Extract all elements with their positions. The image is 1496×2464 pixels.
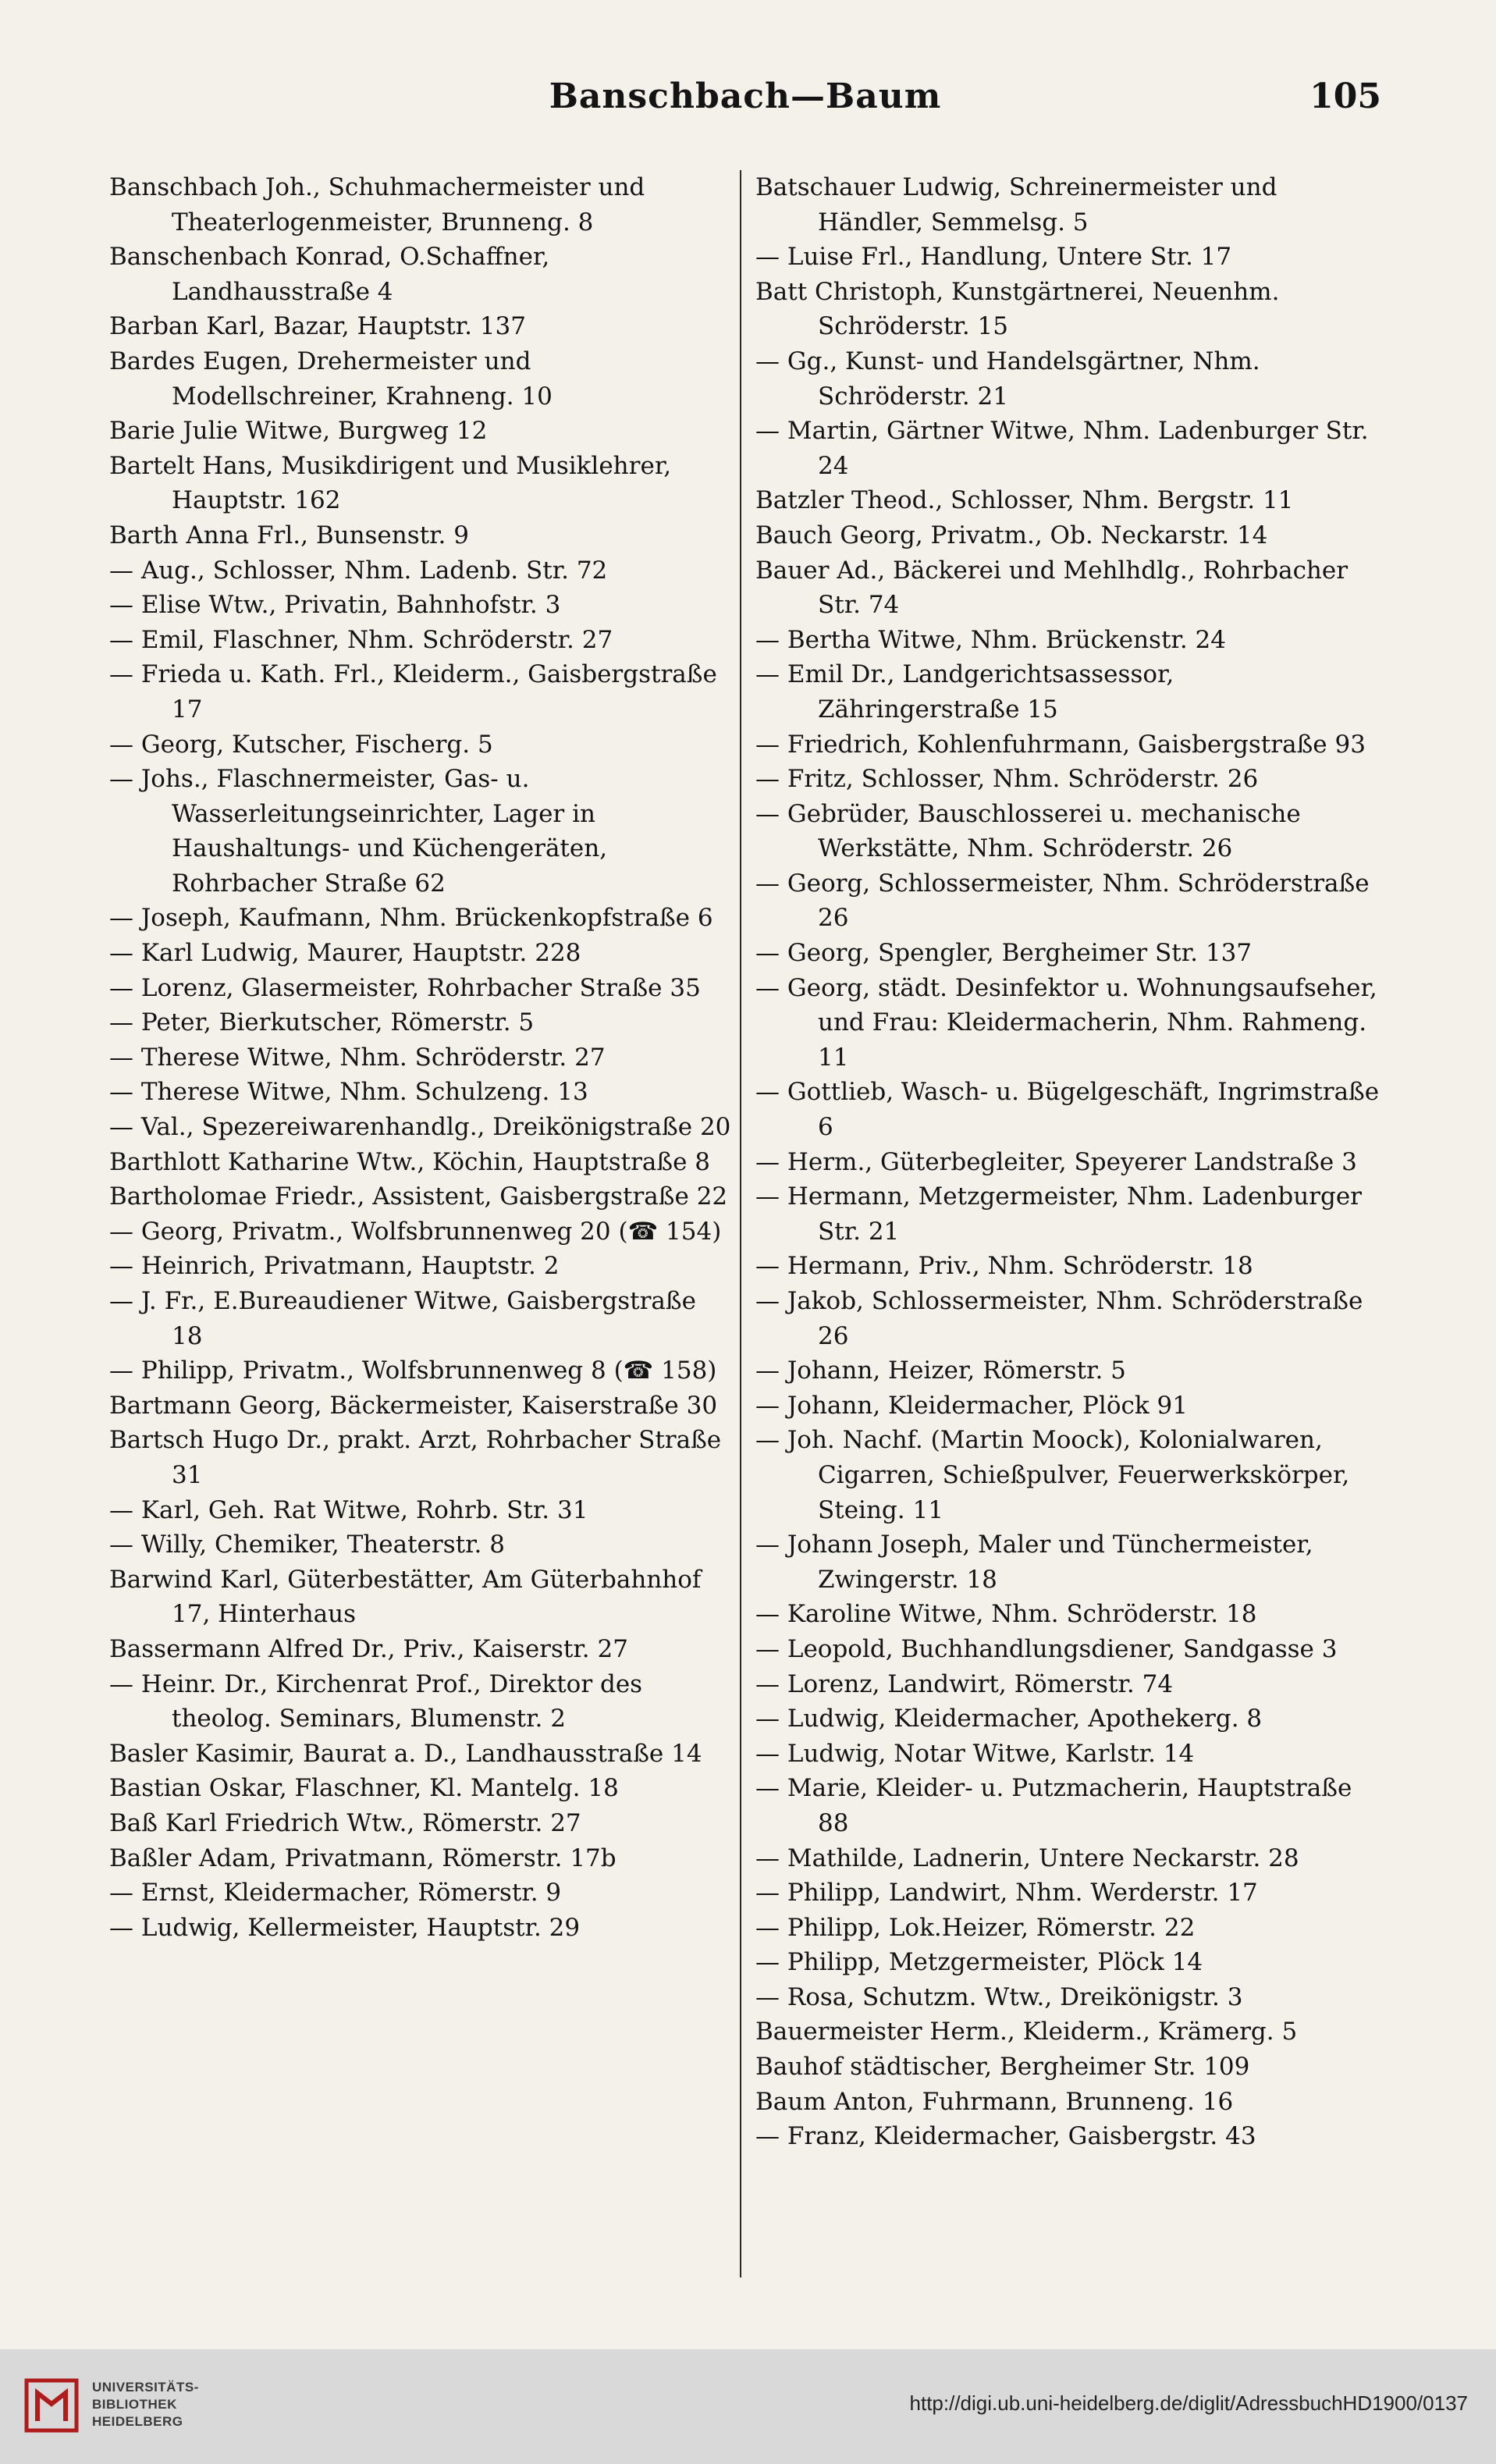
directory-entry: Batschauer Ludwig, Schreinermeister und Händler, Semmelsg. 5	[755, 173, 1277, 236]
directory-entry: Barth Anna Frl., Bunsenstr. 9	[109, 521, 469, 549]
directory-entry: Batt Christoph, Kunstgärtnerei, Neuenhm. Schröderstr. 15	[755, 277, 1280, 341]
directory-entry: — Heinr. Dr., Kirchenrat Prof., Direktor des theolog. Seminars, Blumenstr. 2	[109, 1669, 643, 1733]
directory-entry: — Philipp, Landwirt, Nhm. Werderstr. 17	[755, 1879, 1258, 1908]
directory-entry: — Philipp, Lok.Heizer, Römerstr. 22	[755, 1913, 1196, 1942]
directory-entry: — Joh. Nachf. (Martin Moock), Kolonialwaren, Cigarren, Schießpulver, Feuerwerkskörper, Steing. 11	[755, 1426, 1350, 1524]
directory-entry: — Georg, Spengler, Bergheimer Str. 137	[755, 939, 1253, 968]
directory-entry: — Hermann, Priv., Nhm. Schröderstr. 18	[755, 1252, 1253, 1281]
directory-entry: — Johs., Flaschnermeister, Gas- u. Wasserleitungseinrichter, Lager in Haushaltungs- und Küchengeräten, Rohrbacher Straße 62	[109, 765, 608, 898]
directory-entry: — Emil, Flaschner, Nhm. Schröderstr. 27	[109, 625, 613, 654]
directory-entry: — Georg, Kutscher, Fischerg. 5	[109, 730, 493, 759]
library-name-line: BIBLIOTHEK	[92, 2397, 177, 2412]
directory-entry: Barie Julie Witwe, Burgweg 12	[109, 417, 488, 446]
directory-entry: — Johann, Heizer, Römerstr. 5	[755, 1356, 1126, 1385]
right-column	[755, 170, 1380, 2154]
footer-bar	[0, 2349, 1496, 2464]
directory-entry: — Gottlieb, Wasch- u. Bügelgeschäft, Ingrimstraße 6	[755, 1078, 1380, 1142]
directory-entry: — Emil Dr., Landgerichtsassessor, Zähringerstraße 15	[755, 660, 1174, 724]
directory-entry: Bauhof städtischer, Bergheimer Str. 109	[755, 2053, 1250, 2082]
directory-entry: — Philipp, Privatm., Wolfsbrunnenweg 8 (☎ 158)	[109, 1356, 717, 1385]
directory-entry: — Therese Witwe, Nhm. Schulzeng. 13	[109, 1078, 588, 1107]
directory-entry: — Fritz, Schlosser, Nhm. Schröderstr. 26	[755, 765, 1259, 794]
directory-entry: — Georg, städt. Desinfektor u. Wohnungsaufseher, und Frau: Kleidermacherin, Nhm. Rahmeng. 11	[755, 973, 1377, 1072]
directory-entry: Bauer Ad., Bäckerei und Mehlhdlg., Rohrbacher Str. 74	[755, 556, 1349, 620]
directory-entry: Barban Karl, Bazar, Hauptstr. 137	[109, 312, 526, 341]
running-head: Banschbach—Baum	[549, 76, 942, 116]
directory-entry: — Aug., Schlosser, Nhm. Ladenb. Str. 72	[109, 556, 608, 585]
page-header	[109, 76, 1381, 131]
left-column	[109, 170, 734, 1945]
directory-entry: Bardes Eugen, Drehermeister und Modellschreiner, Krahneng. 10	[109, 347, 553, 411]
directory-entry: — Martin, Gärtner Witwe, Nhm. Ladenburger Str. 24	[755, 417, 1369, 480]
directory-entry: Banschbach Joh., Schuhmachermeister und Theaterlogenmeister, Brunneng. 8	[109, 173, 645, 236]
directory-entry: — Herm., Güterbegleiter, Speyerer Landstraße 3	[755, 1147, 1357, 1176]
directory-entry: — Val., Spezereiwarenhandlg., Dreikönigstraße 20	[109, 1113, 731, 1142]
directory-entry: — Georg, Privatm., Wolfsbrunnenweg 20 (☎ 154)	[109, 1217, 722, 1246]
directory-entry: — Joseph, Kaufmann, Nhm. Brückenkopfstraße 6	[109, 904, 713, 933]
directory-entry: Bartelt Hans, Musikdirigent und Musiklehrer, Hauptstr. 162	[109, 451, 672, 515]
directory-entry: — Lorenz, Landwirt, Römerstr. 74	[755, 1669, 1174, 1698]
directory-entry: Banschenbach Konrad, O.Schaffner, Landhausstraße 4	[109, 243, 550, 306]
directory-entry: — Friedrich, Kohlenfuhrmann, Gaisbergstraße 93	[755, 730, 1366, 759]
directory-entry: — Luise Frl., Handlung, Untere Str. 17	[755, 243, 1232, 272]
directory-entry: — Frieda u. Kath. Frl., Kleiderm., Gaisbergstraße 17	[109, 660, 717, 724]
directory-entry: — Georg, Schlossermeister, Nhm. Schröderstraße 26	[755, 869, 1370, 933]
directory-entry: Bartholomae Friedr., Assistent, Gaisbergstraße 22	[109, 1182, 728, 1211]
directory-entry: — Gebrüder, Bauschlosserei u. mechanische Werkstätte, Nhm. Schröderstr. 26	[755, 799, 1301, 863]
directory-entry: — Leopold, Buchhandlungsdiener, Sandgasse 3	[755, 1634, 1338, 1663]
directory-entry: — Willy, Chemiker, Theaterstr. 8	[109, 1531, 505, 1559]
directory-entry: — Peter, Bierkutscher, Römerstr. 5	[109, 1008, 535, 1037]
directory-entry: — Mathilde, Ladnerin, Untere Neckarstr. 28	[755, 1844, 1299, 1872]
directory-entry: — Karoline Witwe, Nhm. Schröderstr. 18	[755, 1600, 1257, 1629]
library-name-line: UNIVERSITÄTS-	[92, 2380, 199, 2395]
directory-entry: — Ludwig, Kellermeister, Hauptstr. 29	[109, 1913, 581, 1942]
directory-entry: — Bertha Witwe, Nhm. Brückenstr. 24	[755, 625, 1226, 654]
directory-entry: — Ludwig, Kleidermacher, Apothekerg. 8	[755, 1705, 1263, 1733]
directory-entry: — Elise Wtw., Privatin, Bahnhofstr. 3	[109, 591, 561, 620]
directory-entry: — Gg., Kunst- und Handelsgärtner, Nhm. Schröderstr. 21	[755, 347, 1260, 411]
directory-entry: — Karl Ludwig, Maurer, Hauptstr. 228	[109, 939, 581, 968]
directory-entry: — Marie, Kleider- u. Putzmacherin, Hauptstraße 88	[755, 1774, 1352, 1837]
university-library-logo-icon	[23, 2377, 80, 2434]
directory-entry: Barthlott Katharine Wtw., Köchin, Hauptstraße 8	[109, 1147, 711, 1176]
directory-entry: Bastian Oskar, Flaschner, Kl. Mantelg. 18	[109, 1774, 619, 1803]
column-divider	[740, 170, 741, 2277]
page-number: 105	[1309, 76, 1381, 116]
directory-entry: — Therese Witwe, Nhm. Schröderstr. 27	[109, 1043, 606, 1072]
directory-entry: Baß Karl Friedrich Wtw., Römerstr. 27	[109, 1808, 581, 1837]
directory-entry: Bartmann Georg, Bäckermeister, Kaiserstraße 30	[109, 1391, 718, 1420]
directory-entry: — Lorenz, Glasermeister, Rohrbacher Straße 35	[109, 973, 701, 1002]
directory-entry: Bauch Georg, Privatm., Ob. Neckarstr. 14	[755, 521, 1268, 549]
directory-entry: — Johann Joseph, Maler und Tünchermeister, Zwingerstr. 18	[755, 1531, 1313, 1594]
source-url-link[interactable]: http://digi.ub.uni-heidelberg.de/diglit/AdressbuchHD1900/0137	[909, 2391, 1468, 2415]
directory-entry: Basler Kasimir, Baurat a. D., Landhausstraße 14	[109, 1739, 702, 1768]
directory-entry: — Karl, Geh. Rat Witwe, Rohrb. Str. 31	[109, 1495, 588, 1524]
directory-entry: Bartsch Hugo Dr., prakt. Arzt, Rohrbacher Straße 31	[109, 1426, 722, 1489]
directory-entry: — Jakob, Schlossermeister, Nhm. Schröderstraße 26	[755, 1287, 1363, 1350]
directory-entry: — Ludwig, Notar Witwe, Karlstr. 14	[755, 1739, 1195, 1768]
directory-entry: — Rosa, Schutzm. Wtw., Dreikönigstr. 3	[755, 1982, 1243, 2011]
directory-entry: — Franz, Kleidermacher, Gaisbergstr. 43	[755, 2122, 1256, 2151]
library-name-line: HEIDELBERG	[92, 2414, 183, 2429]
library-name	[92, 2379, 199, 2430]
directory-entry: — Johann, Kleidermacher, Plöck 91	[755, 1391, 1188, 1420]
directory-entry: Barwind Karl, Güterbestätter, Am Güterbahnhof 17, Hinterhaus	[109, 1565, 702, 1629]
directory-entry: Baßler Adam, Privatmann, Römerstr. 17b	[109, 1844, 617, 1872]
directory-entry: Bauermeister Herm., Kleiderm., Krämerg. 5	[755, 2018, 1298, 2046]
directory-entry: Bassermann Alfred Dr., Priv., Kaiserstr. 27	[109, 1634, 628, 1663]
directory-entry: — J. Fr., E.Bureaudiener Witwe, Gaisbergstraße 18	[109, 1287, 696, 1350]
directory-entry: — Hermann, Metzgermeister, Nhm. Ladenburger Str. 21	[755, 1182, 1362, 1246]
directory-entry: — Ernst, Kleidermacher, Römerstr. 9	[109, 1879, 562, 1908]
directory-entry: Baum Anton, Fuhrmann, Brunneng. 16	[755, 2087, 1234, 2116]
directory-entry: Batzler Theod., Schlosser, Nhm. Bergstr. 11	[755, 486, 1294, 515]
directory-entry: — Philipp, Metzgermeister, Plöck 14	[755, 1948, 1203, 1977]
directory-entry: — Heinrich, Privatmann, Hauptstr. 2	[109, 1252, 560, 1281]
